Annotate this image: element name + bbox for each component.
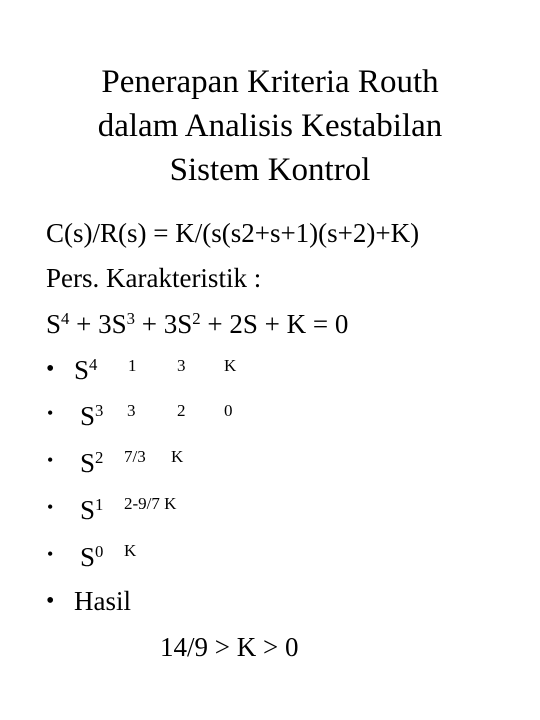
- routh-cell-col1: 1: [128, 356, 137, 375]
- routh-cell-col2: 2: [177, 401, 186, 420]
- characteristic-label: Pers. Karakteristik :: [46, 263, 262, 293]
- transfer-function: C(s)/R(s) = K/(s(s2+s+1)(s+2)+K): [46, 218, 420, 248]
- bullet-icon: •: [46, 356, 55, 382]
- eq-term-1-exponent: 4: [61, 308, 70, 328]
- eq-term-3-exponent: 2: [192, 308, 201, 328]
- routh-row-s0: [0, 538, 540, 578]
- routh-row-label: $S^4$: [74, 354, 98, 385]
- routh-row-label: $S^3$: [80, 400, 104, 431]
- routh-cell-col3: 0: [224, 401, 233, 420]
- bullet-icon: •: [47, 403, 54, 423]
- title-line-2: dalam Analisis Kestabilan: [97, 108, 443, 144]
- routh-row-s1: [0, 491, 540, 531]
- routh-cell-col1: 2-9/7 K: [124, 494, 177, 513]
- title-line-1: Penerapan Kriteria Routh: [101, 64, 439, 100]
- bullet-icon: •: [47, 544, 54, 564]
- bullet-icon: •: [47, 450, 54, 470]
- routh-cell-col2: K: [171, 447, 184, 466]
- bullet-icon: •: [47, 497, 54, 517]
- title-line-3: Sistem Kontrol: [169, 152, 371, 188]
- routh-row-label: $S^2$: [80, 447, 104, 478]
- routh-cell-col1: 3: [127, 401, 136, 420]
- routh-cell-col3: K: [224, 356, 237, 375]
- routh-row-s4: [0, 354, 540, 394]
- result-row: [0, 584, 540, 628]
- characteristic-equation: [46, 309, 348, 340]
- bullet-icon: •: [46, 588, 55, 614]
- routh-cell-col1: 7/3: [124, 447, 146, 466]
- routh-cell-col2: 3: [177, 356, 186, 375]
- eq-term-3-base: + 3S: [135, 309, 193, 339]
- eq-term-2-exponent: 3: [126, 308, 136, 328]
- routh-row-label: $S^1$: [80, 494, 104, 525]
- result-inequality: 14/9 > K > 0: [160, 632, 299, 662]
- eq-term-2-base: + 3S: [69, 309, 127, 339]
- result-label: Hasil: [74, 586, 131, 616]
- routh-row-label: $S^0$: [80, 541, 104, 572]
- routh-cell-col1: K: [124, 541, 137, 560]
- routh-row-s2: [0, 444, 540, 484]
- routh-row-s3: [0, 397, 540, 437]
- slide-title: [0, 60, 540, 192]
- eq-remainder: + 2S + K = 0: [200, 309, 349, 339]
- eq-term-1-base: S: [46, 309, 62, 339]
